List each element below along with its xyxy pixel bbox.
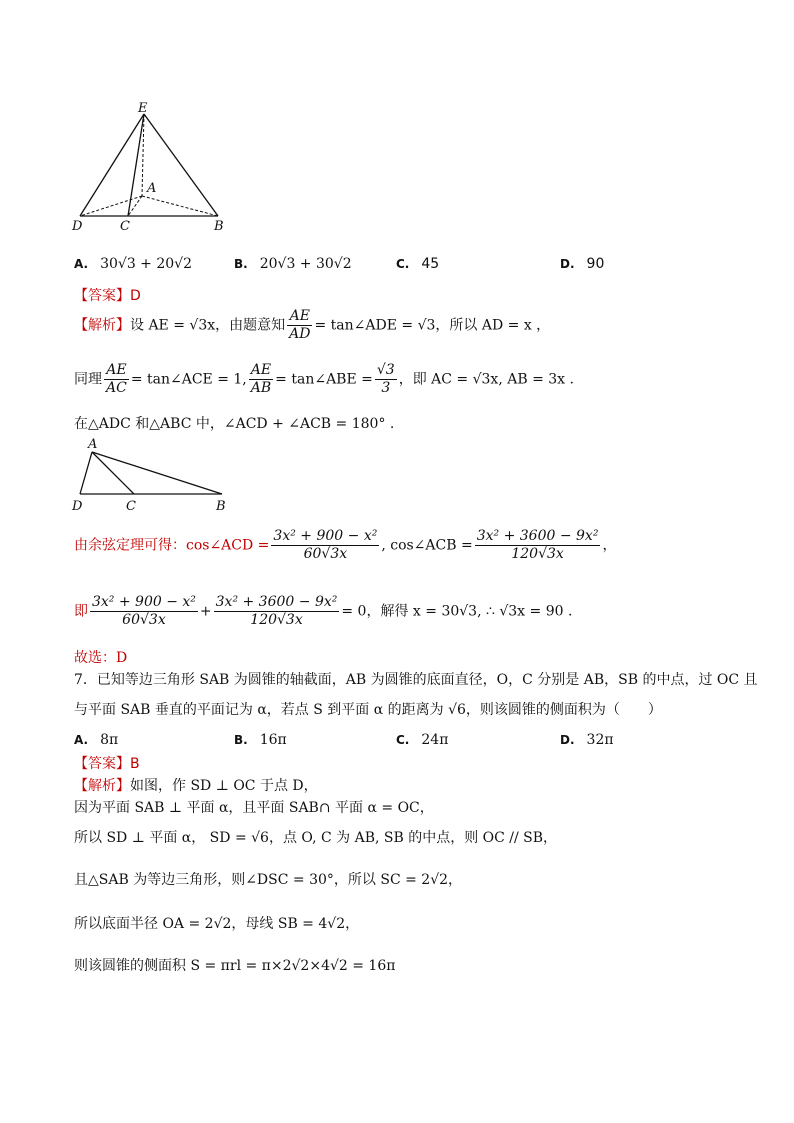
edge-EB bbox=[144, 114, 218, 216]
edge-AD-dashed bbox=[80, 196, 142, 216]
analysis-line-1: 【解析】设 AE = √3x，由题意知 $\frac{AE}{AD}$ = tan∠ADE = √3，所以 AD = x ， bbox=[74, 308, 551, 342]
q7-analysis-line-5: 所以底面半径 OA = 2√2，母线 SB = 4√2， bbox=[74, 916, 360, 932]
q7-option-b: B. 16π bbox=[234, 732, 287, 748]
label-A2: A bbox=[88, 437, 98, 452]
label-B: B bbox=[214, 219, 224, 234]
q7-option-c: C. 24π bbox=[396, 732, 449, 748]
analysis-line-4: 由余弦定理可得：cos∠ACD = $\frac{\text{3x² + 900 − x²}}{60√3x}$ , cos∠ACB = $\frac{\text{3x² + 3600 − 9x²}}{120√3x}$ ， bbox=[74, 528, 617, 562]
q7-option-d: D. 32π bbox=[560, 732, 614, 748]
answer-line: 【答案】D bbox=[74, 288, 141, 304]
analysis-line-3: 在△ADC 和△ABC 中，∠ACD + ∠ACB = 180° . bbox=[74, 416, 395, 432]
option-c: C. 45 bbox=[396, 256, 440, 272]
q7-answer-line: 【答案】B bbox=[74, 756, 140, 772]
triangle-figure bbox=[70, 434, 240, 514]
edge-EC bbox=[128, 114, 144, 216]
q7-analysis-line-3: 所以 SD ⊥ 平面 α， SD = √6，点 O, C 为 AB, SB 的中点，则 OC // SB， bbox=[74, 830, 558, 846]
q7-analysis-line-6: 则该圆锥的侧面积 S = πrl = π×2√2×4√2 = 16π bbox=[74, 958, 396, 974]
pyramid-figure bbox=[70, 100, 240, 235]
q7-analysis-line-4: 且△SAB 为等边三角形，则∠DSC = 30°，所以 SC = 2√2， bbox=[74, 872, 463, 888]
label-D: D bbox=[72, 219, 83, 234]
conclusion: 故选：D bbox=[74, 650, 128, 666]
label-A: A bbox=[147, 181, 157, 196]
option-b: B. 20√3 + 30√2 bbox=[234, 256, 352, 272]
q7-option-a: A. 8π bbox=[74, 732, 119, 748]
question-7-line-1: 7．已知等边三角形 SAB 为圆锥的轴截面，AB 为圆锥的底面直径，O，C 分别是 AB，SB 的中点，过 OC 且 bbox=[74, 672, 758, 688]
option-a: A. 30√3 + 20√2 bbox=[74, 256, 192, 272]
question-7-line-2: 与平面 SAB 垂直的平面记为 α，若点 S 到平面 α 的距离为 √6，则该圆锥的侧面积为（ ） bbox=[74, 702, 662, 718]
edge-AB-dashed bbox=[142, 196, 218, 216]
label-C: C bbox=[120, 219, 130, 234]
analysis-line-2: 同理 $\frac{AE}{AC}$ = tan∠ACE = 1, $\frac{AE}{AB}$ = tan∠ABE = $\frac{√3}{3}$ ，即 AC = √3x, AB = 3x . bbox=[74, 362, 574, 396]
q7-analysis-line-1: 【解析】如图，作 SD ⊥ OC 于点 D， bbox=[74, 778, 318, 794]
edge-AD bbox=[80, 452, 92, 494]
edge-AB bbox=[92, 452, 222, 494]
analysis-line-5: 即 $\frac{\text{3x² + 900 − x²}}{60√3x}$ + $\frac{\text{3x² + 3600 − 9x²}}{120√3x}$ = 0，解得 x = 30√3, ∴ √3x = 90 . bbox=[74, 594, 573, 628]
edge-ED bbox=[80, 114, 144, 216]
option-d: D. 90 bbox=[560, 256, 605, 272]
q7-analysis-line-2: 因为平面 SAB ⊥ 平面 α，且平面 SAB∩ 平面 α = OC， bbox=[74, 800, 434, 816]
label-D2: D bbox=[72, 499, 83, 514]
label-E: E bbox=[138, 101, 148, 116]
label-C2: C bbox=[126, 499, 136, 514]
label-B2: B bbox=[216, 499, 226, 514]
